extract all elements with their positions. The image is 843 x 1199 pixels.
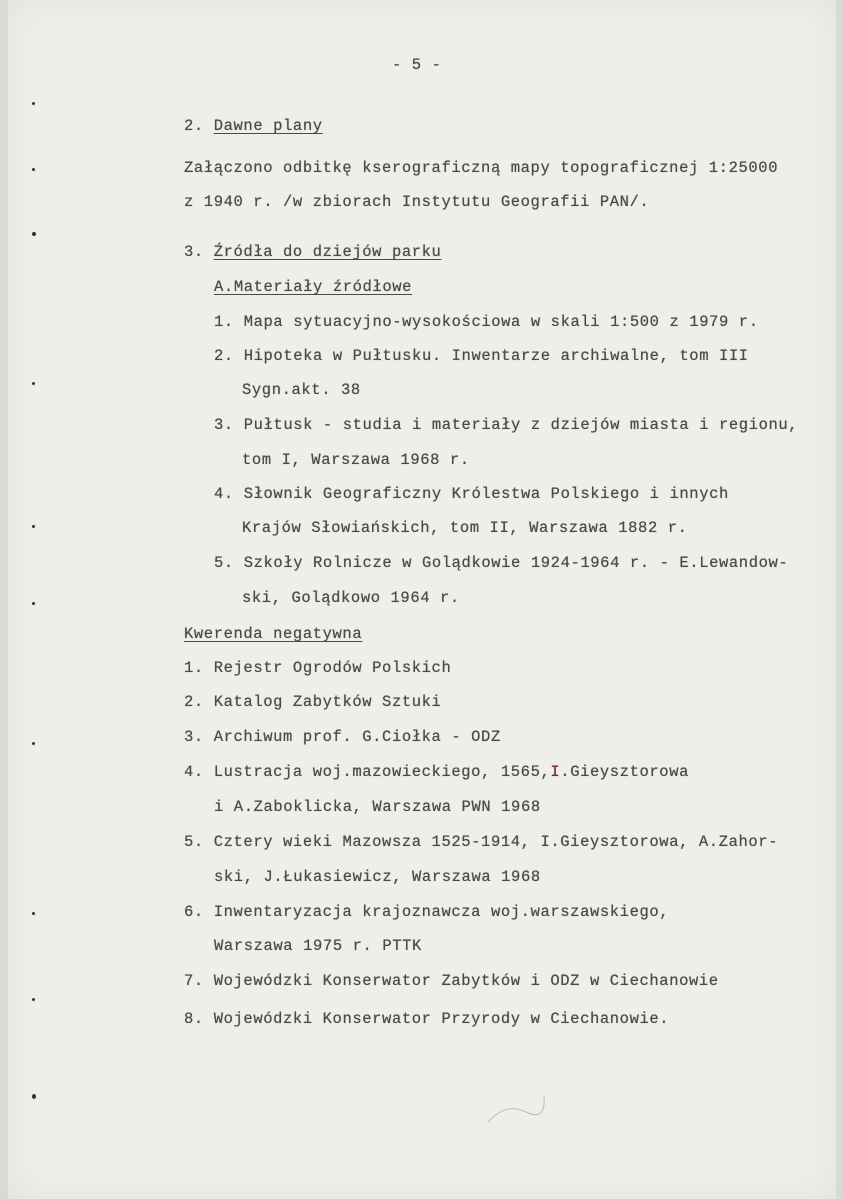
pen-stroke-mark	[486, 1092, 546, 1132]
list-item	[184, 728, 501, 746]
section-heading-zrodla	[184, 243, 441, 261]
item-text: Hipoteka w Pułtusku. Inwentarze archiwalne, tom III	[243, 347, 749, 365]
subheading-number: A.	[214, 278, 234, 296]
list-item	[184, 1010, 669, 1028]
punch-mark	[32, 602, 35, 605]
item-text-correction: I.	[550, 763, 571, 781]
item-number: 1.	[214, 313, 234, 331]
list-item	[184, 903, 669, 921]
punch-mark	[32, 525, 35, 528]
item-text: Katalog Zabytków Sztuki	[213, 693, 442, 711]
punch-mark	[32, 1094, 36, 1099]
subheading-text: Materiały źródłowe	[233, 278, 413, 296]
punch-mark	[32, 232, 36, 236]
list-item	[214, 554, 788, 572]
item-text: Wojewódzki Konserwator Przyrody w Ciechanowie.	[213, 1010, 670, 1028]
item-text: Wojewódzki Konserwator Zabytków i ODZ w Ciechanowie	[213, 972, 719, 990]
list-item	[184, 833, 778, 851]
item-number: 7.	[184, 972, 204, 990]
list-item-continuation: ski, J.Łukasiewicz, Warszawa 1968	[214, 868, 541, 886]
item-text: Słownik Geograficzny Królestwa Polskiego i innych	[243, 485, 729, 503]
paragraph-line: z 1940 r. /w zbiorach Instytutu Geografii PAN/.	[184, 193, 650, 211]
list-item	[214, 485, 729, 503]
punch-mark	[32, 382, 35, 385]
item-number: 3.	[214, 416, 234, 434]
item-number: 2.	[214, 347, 234, 365]
item-text: Lustracja woj.mazowieckiego, 1565,	[213, 763, 551, 781]
list-item-continuation: Krajów Słowiańskich, tom II, Warszawa 1882 r.	[242, 519, 688, 537]
list-item-continuation: i A.Zaboklicka, Warszawa PWN 1968	[214, 798, 541, 816]
item-text: Gieysztorowa	[570, 763, 690, 781]
punch-mark	[32, 102, 35, 105]
item-number: 5.	[214, 554, 234, 572]
punch-mark	[32, 912, 35, 915]
section-heading-kwerenda: Kwerenda negatywna	[184, 625, 363, 643]
list-item-continuation: Sygn.akt. 38	[242, 381, 361, 399]
heading-number: 3.	[184, 243, 204, 261]
section-heading-dawne-plany	[184, 117, 323, 135]
list-item	[184, 693, 441, 711]
item-number: 4.	[214, 485, 234, 503]
item-text: Mapa sytuacyjno-wysokościowa w skali 1:500 z 1979 r.	[243, 313, 759, 331]
list-item-continuation: ski, Golądkowo 1964 r.	[242, 589, 460, 607]
item-number: 8.	[184, 1010, 204, 1028]
list-item	[184, 659, 451, 677]
item-text: Cztery wieki Mazowsza 1525-1914, I.Gieysztorowa, A.Zahor-	[213, 833, 779, 851]
item-number: 4.	[184, 763, 204, 781]
item-number: 3.	[184, 728, 204, 746]
list-item	[214, 416, 798, 434]
list-item	[184, 763, 689, 781]
heading-text: Źródła do dziejów parku	[213, 243, 442, 261]
subsection-heading	[214, 278, 412, 296]
heading-number: 2.	[184, 117, 204, 135]
item-number: 2.	[184, 693, 204, 711]
item-text: Inwentaryzacja krajoznawcza woj.warszawskiego,	[213, 903, 670, 921]
punch-mark	[32, 742, 35, 745]
document-page	[8, 0, 836, 1199]
list-item	[184, 972, 719, 990]
list-item	[214, 347, 749, 365]
item-text: Rejestr Ogrodów Polskich	[213, 659, 452, 677]
page-number: - 5 -	[392, 56, 442, 74]
item-text: Szkoły Rolnicze w Golądkowie 1924-1964 r. - E.Lewandow-	[243, 554, 789, 572]
item-number: 5.	[184, 833, 204, 851]
item-text: Archiwum prof. G.Ciołka - ODZ	[213, 728, 501, 746]
list-item-continuation: Warszawa 1975 r. PTTK	[214, 937, 422, 955]
punch-mark	[32, 168, 35, 171]
paragraph-line: Załączono odbitkę kserograficzną mapy topograficznej 1:25000	[184, 159, 779, 177]
item-text: Pułtusk - studia i materiały z dziejów miasta i regionu,	[243, 416, 799, 434]
list-item-continuation: tom I, Warszawa 1968 r.	[242, 451, 470, 469]
punch-mark	[32, 998, 35, 1001]
list-item	[214, 313, 759, 331]
item-number: 1.	[184, 659, 204, 677]
heading-text: Dawne plany	[213, 117, 323, 135]
item-number: 6.	[184, 903, 204, 921]
